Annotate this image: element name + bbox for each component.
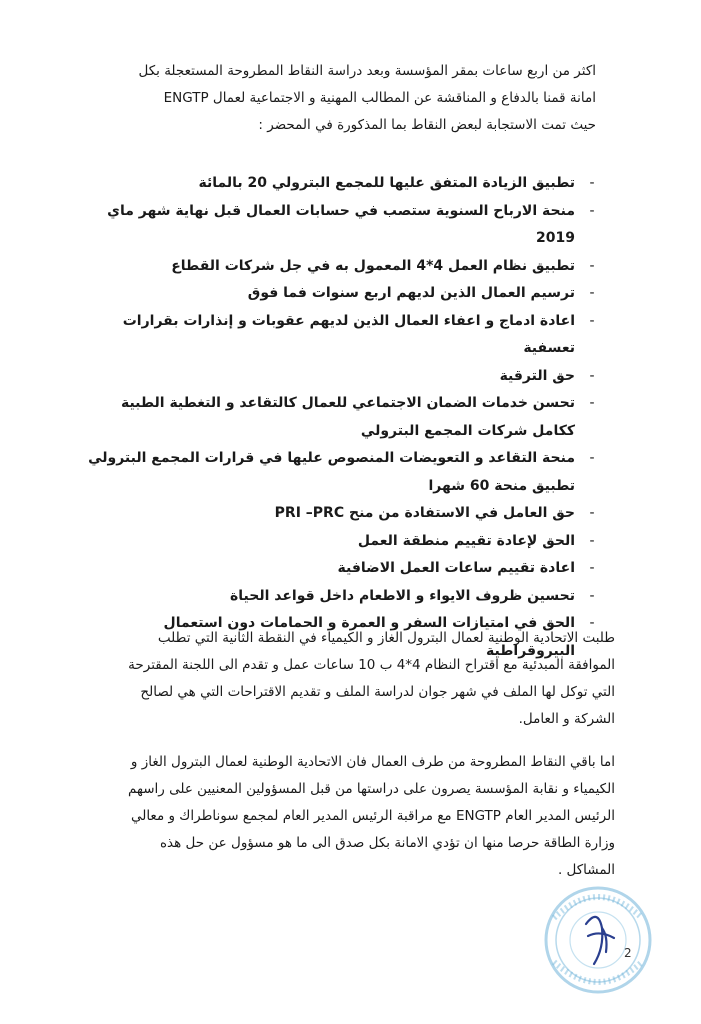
list-bullet: - [589,560,595,576]
list-item [86,390,601,445]
list-item [86,170,601,198]
list-item [86,583,601,611]
paragraph-line: وزارة الطاقة حرصا منها ان تؤدي الامانة بكل صدق الى ما هو مسؤول عن حل هذه [159,835,615,851]
paragraph-line: الرئيس المدير العام ENGTP مع مراقبة الرئيس المدير العام لمجمع سوناطراك و معالي [130,808,615,824]
paragraph-line: اما باقي النقاط المطروحة من طرف العمال فان الاتحادية الوطنية لعمال البترول الغاز و [130,754,615,770]
list-item-text: تطبيق الزيادة المتفق عليها للمجمع البترولي 20 بالمائة [198,175,575,191]
list-item-text: تحسين ظروف الايواء و الاطعام داخل قواعد الحياة [230,587,575,604]
list-bullet: - [589,257,595,274]
list-item [86,500,601,528]
list-item [86,528,601,556]
paragraph-line: طلبت الاتحادية الوطنية لعمال البترول الغاز و الكيمياء في النقطة الثانية التي تطلب [157,630,615,646]
page-number: 2 [624,946,632,960]
list-bullet: - [589,450,595,466]
list-item-text: اعادة ادماج و اعفاء العمال الذين لديهم عقوبات و إنذارات بقرارات تعسفية [122,312,575,356]
list-bullet: - [589,175,595,191]
list-item [86,253,601,281]
signature-icon [586,917,614,964]
list-item-text: حق الترقية [499,367,575,384]
list-bullet: - [589,615,595,631]
list-bullet: - [589,532,595,549]
paragraph-line: التي توكل لها الملف في شهر جوان لدراسة الملف و تقديم الاقتراحات التي هي لصالح [140,684,615,700]
paragraph-line: الكيمياء و نقابة المؤسسة يصرون على دراستها من قبل المسؤولين المعنيين على راسهم [128,781,615,797]
list-item-text: الحق في امتيازات السفر و العمرة و الحمامات دون استعمال البيروقراطية [163,615,575,659]
intro-line: امانة قمنا بالدفاع و المناقشة عن المطالب المهنية و الاجتماعية لعمال ENGTP [163,90,596,106]
list-item [86,280,601,308]
list-item-text: اعادة تقييم ساعات العمل الاضافية [337,560,575,576]
demands-list [86,170,601,665]
list-bullet: - [589,202,595,219]
list-item-text: منحة الارباح السنوية ستصب في حسابات العمال قبل نهاية شهر ماي 2019 [107,202,575,246]
paragraph-line: الشركة و العامل. [518,711,615,727]
intro-line: اكثر من اربع ساعات بمقر المؤسسة وبعد دراسة النقاط المطروحة المستعجلة بكل [138,63,596,79]
list-bullet: - [589,395,595,411]
list-item-text: حق العامل في الاستفادة من منح PRI –PRC [274,505,575,521]
intro-paragraph [86,58,596,139]
paragraph-line: المشاكل . [557,862,615,878]
list-bullet: - [589,312,595,329]
list-item-text: تطبيق نظام العمل 4*4 المعمول به في جل شركات القطاع [171,257,575,274]
list-item-text: الحق لإعادة تقييم منطقة العمل [357,532,575,549]
list-item [86,445,601,500]
list-bullet: - [589,285,595,301]
list-item [86,555,601,583]
remaining-points-paragraph [86,749,615,884]
list-item-text: ترسيم العمال الذين لديهم اربع سنوات فما فوق [247,285,575,301]
federation-paragraph [86,625,615,733]
list-item [86,198,601,253]
list-item-text: تحسن خدمات الضمان الاجتماعي للعمال كالتقاعد و التغطية الطبية ككامل شركات المجمع البترولي [120,395,575,439]
intro-line: حيث تمت الاستجابة لبعض النقاط بما المذكورة في المحضر : [258,117,596,133]
list-item [86,363,601,391]
list-bullet: - [589,587,595,604]
list-bullet: - [589,505,595,521]
list-item [86,308,601,363]
list-bullet: - [589,367,595,384]
paragraph-line: الموافقة المبدئية مع اقتراح النظام 4*4 ب 10 ساعات عمل و تقدم الى اللجنة المقترحة [128,657,615,673]
stamp-seal [528,878,678,998]
stamp-rings [546,888,650,992]
list-item-text: منحة التقاعد و التعويضات المنصوص عليها في قرارات المجمع البترولي تطبيق منحة 60 شهرا [88,450,575,494]
